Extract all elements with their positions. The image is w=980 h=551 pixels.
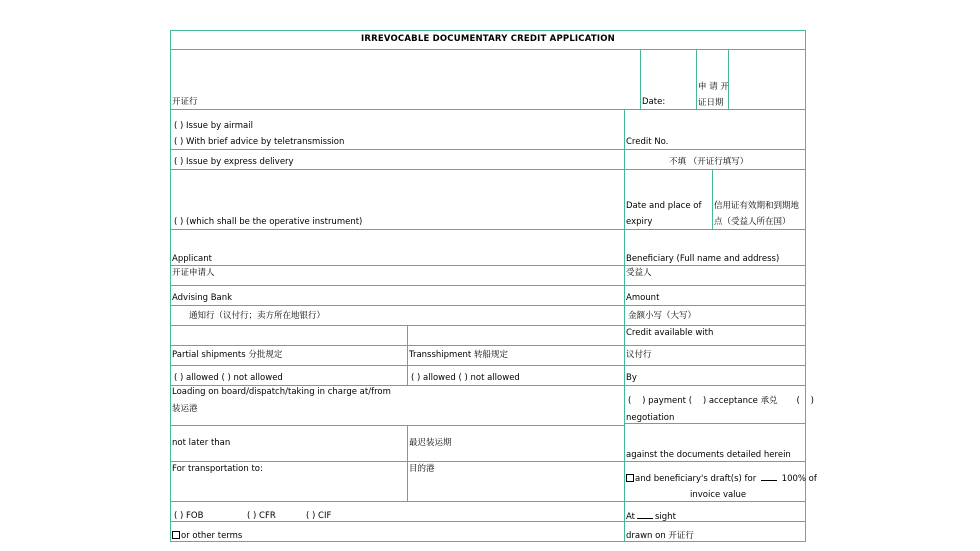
- payment-negotiation: negotiation: [626, 413, 675, 423]
- not-later-than-label: not later than: [172, 438, 231, 448]
- rule: [171, 345, 805, 346]
- transportation-label: For transportation to:: [172, 464, 263, 474]
- applicant-label: Applicant: [172, 254, 212, 264]
- date-label: Date:: [642, 97, 666, 107]
- destination-port-label: 目的港: [409, 464, 435, 474]
- by-label: By: [626, 373, 637, 383]
- beneficiary-cn: 受益人: [626, 268, 652, 278]
- rule: [171, 169, 805, 170]
- application-date-label-line1: 申 请 开: [698, 82, 729, 92]
- rule: [171, 461, 805, 462]
- rule: [171, 149, 805, 150]
- negotiating-bank-label: 议付行: [626, 350, 652, 360]
- advising-bank-cn: 通知行（议付行；卖方所在地银行）: [189, 311, 326, 321]
- rule: [171, 541, 805, 542]
- operative-instrument-option[interactable]: ( ) (which shall be the operative instrument): [174, 217, 363, 227]
- expiry-cn-line1: 信用证有效期和到期地: [714, 201, 800, 211]
- at-sight-line: [626, 511, 676, 523]
- term-fob-option[interactable]: ( ) FOB: [174, 511, 204, 521]
- rule: [171, 425, 624, 426]
- rule: [171, 305, 805, 306]
- latest-shipment-label: 最迟装运期: [409, 438, 452, 448]
- rule: [171, 325, 805, 326]
- issue-brief-advice-option[interactable]: ( ) With brief advice by teletransmission: [174, 137, 345, 147]
- rule: [407, 425, 408, 501]
- loading-label: Loading on board/dispatch/taking in charge at/from: [172, 387, 391, 397]
- transshipment-label: Transshipment 转船规定: [409, 350, 508, 360]
- rule: [712, 169, 713, 229]
- transshipment-options[interactable]: ( ) allowed ( ) not allowed: [411, 373, 520, 383]
- rule: [640, 49, 641, 109]
- credit-available-label: Credit available with: [626, 328, 714, 338]
- rule: [171, 229, 805, 230]
- application-date-label-line2: 证日期: [698, 98, 724, 108]
- rule: [171, 385, 805, 386]
- rule: [171, 365, 805, 366]
- partial-shipments-options[interactable]: ( ) allowed ( ) not allowed: [174, 373, 283, 383]
- rule: [624, 109, 625, 541]
- at-label: At: [626, 512, 635, 522]
- drafts-line1-post: 100% of: [781, 474, 817, 484]
- rule: [171, 501, 805, 502]
- amount-cn: 金额小写（大写）: [628, 311, 697, 321]
- advising-bank-label: Advising Bank: [172, 293, 233, 303]
- against-documents-text: against the documents detailed herein: [626, 450, 791, 460]
- other-terms-checkbox[interactable]: [172, 531, 180, 539]
- rule: [171, 285, 805, 286]
- beneficiary-label: Beneficiary (Full name and address): [626, 254, 780, 264]
- rule: [171, 109, 805, 110]
- expiry-label-line2: expiry: [626, 217, 653, 227]
- sight-label: sight: [655, 512, 676, 522]
- credit-application-form: [170, 30, 817, 542]
- issuing-bank-label: 开证行: [172, 97, 198, 107]
- issue-express-option[interactable]: ( ) Issue by express delivery: [174, 157, 294, 167]
- rule: [407, 325, 408, 385]
- drafts-blank[interactable]: [761, 473, 777, 481]
- applicant-cn: 开证申请人: [172, 268, 215, 278]
- loading-cn: 装运港: [172, 404, 198, 414]
- rule: [728, 49, 729, 109]
- rule: [171, 49, 805, 50]
- term-cfr-option[interactable]: ( ) CFR: [247, 511, 276, 521]
- form-title: IRREVOCABLE DOCUMENTARY CREDIT APPLICATION: [361, 34, 615, 44]
- rule: [696, 49, 697, 109]
- drawn-on-label: drawn on 开证行: [626, 531, 694, 541]
- credit-no-label: Credit No.: [626, 137, 669, 147]
- expiry-cn-line2: 点（受益人所在国）: [714, 217, 791, 227]
- payment-options[interactable]: ( ) payment ( ) acceptance 承兑 ( ): [628, 396, 814, 406]
- other-terms-label: or other terms: [181, 531, 243, 541]
- expiry-label-line1: Date and place of: [626, 201, 702, 211]
- rule: [171, 265, 805, 266]
- term-cif-option[interactable]: ( ) CIF: [306, 511, 332, 521]
- drafts-line1-pre: and beneficiary's draft(s) for: [635, 474, 757, 484]
- drafts-line1: [626, 473, 817, 485]
- rule: [171, 30, 805, 31]
- drafts-checkbox[interactable]: [626, 474, 634, 482]
- sight-days-blank[interactable]: [637, 511, 653, 519]
- amount-label: Amount: [626, 293, 660, 303]
- drafts-line2: invoice value: [690, 490, 747, 500]
- other-terms-line: [172, 531, 242, 542]
- credit-no-note: 不填 （开证行填写）: [669, 157, 749, 167]
- partial-shipments-label: Partial shipments 分批规定: [172, 350, 283, 360]
- issue-airmail-option[interactable]: ( ) Issue by airmail: [174, 121, 253, 131]
